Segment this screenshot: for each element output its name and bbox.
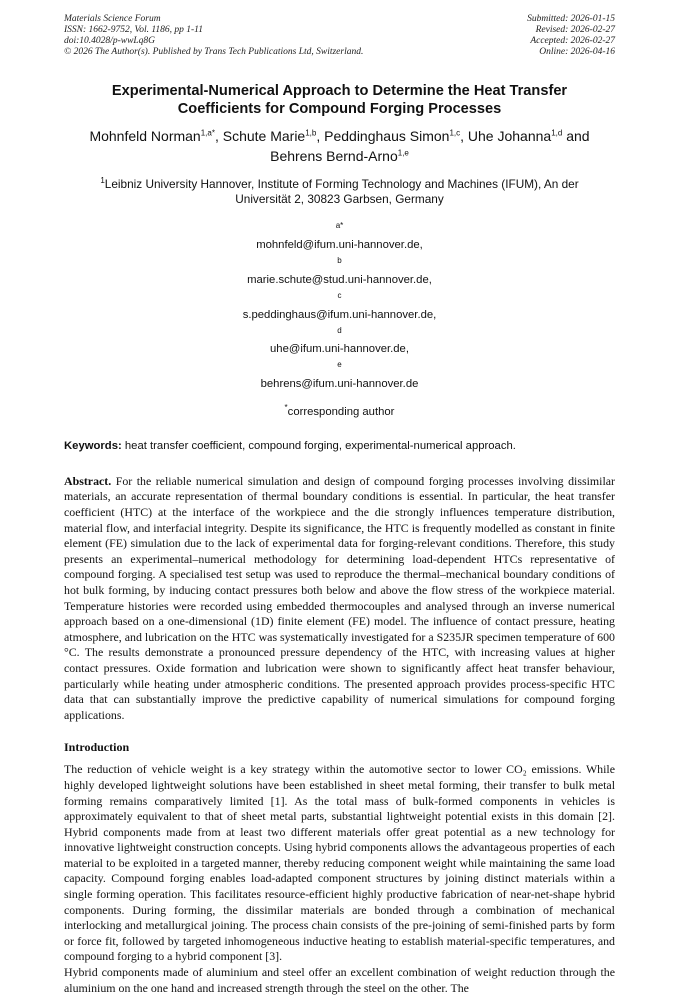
affiliation-text: Leibniz University Hannover, Institute of Forming Technology and Machines (IFUM), An der Universität 2, 30823 Garbsen, Germany [104, 177, 579, 207]
keywords-text: heat transfer coefficient, compound forging, experimental-numerical approach. [121, 439, 516, 452]
affiliation-mark: 1 [100, 176, 105, 186]
email-mark: b [337, 256, 342, 265]
copyright-line: © 2026 The Author(s). Published by Trans Tech Publications Ltd, Switzerland. [64, 47, 364, 57]
journal-info [64, 14, 363, 58]
email-link[interactable]: uhe@ifum.uni-hannover.de, [270, 343, 409, 356]
abstract-text: For the reliable numerical simulation and design of compound forging processes involving dissimilar materials, an accurate representation of thermal boundary conditions is essential. In particular, the heat transfer coefficient (HTC) at the interface of the workpiece and the die strongly influences temperature distribution, material flow, and interfacial integrity. Despite its significance, the HTC is frequently modelled as constant in finite element (FE) simulation due to the lack of experimental data for forging-relevant conditions. Therefore, this study presents an experimental–numerical methodology for determining load-dependent HTCs representative of compound forging. A specialised test setup was used to reproduce the thermal–mechanical boundary conditions of hot bulk forming, by inducing contact pressures both below and above the flow stress of the workpiece material. Temperature histories were recorded using embedded thermocouples and analysed through an inverse numerical approach based on a one-dimensional (1D) finite element (FE) model. The influence of contact pressure, heating atmosphere, and lubrication on the HTC was systematically investigated for a S235JR specimen temperature of 600 °C. The results demonstrate a pronounced pressure dependency of the HTC, with increasing values at higher contact pressures. Oxide formation and lubrication were shown to significantly affect heat transfer behaviour, particularly while heating under atmospheric conditions. The presented approach provides process-specific HTC data that can substantially improve the predictive capability of numerical simulations for compound forging applications. [64, 473, 615, 722]
author-separator: , [214, 127, 223, 144]
author [89, 128, 222, 144]
revised-date: Revised: 2026-02-27 [535, 25, 615, 35]
paper-page [64, 14, 615, 996]
author-name: Peddinghaus Simon [324, 127, 450, 144]
author-separator: and [562, 127, 590, 144]
paragraph: Hybrid components made of aluminium and steel offer an excellent combination of weight reduction through the aluminium on the one hand and increased strength through the steel on the other. The [64, 965, 615, 995]
online-date: Online: 2026-04-16 [539, 47, 615, 57]
submitted-date: Submitted: 2026-01-15 [527, 14, 615, 24]
section-heading-introduction: Introduction [64, 740, 130, 755]
email-mark: e [337, 360, 342, 370]
author-separator: , [316, 127, 325, 144]
author [468, 128, 590, 144]
author [270, 148, 409, 164]
journal-name: Materials Science Forum [64, 14, 161, 24]
affiliation [64, 173, 615, 207]
paper-title [64, 82, 615, 118]
email-link[interactable]: behrens@ifum.uni-hannover.de [260, 378, 419, 391]
doi-line[interactable]: doi:10.4028/p-wwLq8G [64, 36, 156, 46]
keywords [64, 439, 615, 454]
email-mark: a* [335, 221, 344, 231]
title-line-2: Coefficients for Compound Forging Processes [177, 101, 502, 117]
email-link[interactable]: marie.schute@stud.uni-hannover.de, [247, 273, 432, 286]
journal-header [64, 14, 615, 58]
email-list [64, 218, 615, 392]
paragraph: The reduction of vehicle weight is a key strategy within the automotive sector to lower CO₂ emissions. While highly developed lightweight solutions have been established in sheet metal forming, their transfer to bulk metal forming remains comparatively limited [1]. As the total mass of bulk-formed components in vehicles is approximately equivalent to that of sheet metal parts, substantial lightweight potential exists in this domain [2]. Hybrid components made from at least two different materials offer great potential as a new technology for innovative lightweight construction concepts. Using hybrid components allows the advantageous properties of each material to be exploited in a targeted manner, thereby reducing component weight while maintaining the same load capacity. Compound forging enables load-adapted component structures by joining distinct materials within a single forming operation. This facilitates resource-efficient highly productive fabrication of near-net-shape hybrid components. During forming, the dissimilar materials are bonded through a combination of mechanical interlocking and metallurgical joining. The process chain consists of the pre-joining of semi-finished parts by form or force fit, followed by targeted inhomogeneous inductive heating to establish material-specific temperatures, and compound forging to a hybrid component [3]. [64, 762, 615, 964]
email-line [64, 288, 615, 358]
author-name: Schute Marie [222, 127, 306, 144]
author-affiliation-mark: 1,d [551, 128, 563, 137]
author-name: Uhe Johanna [467, 127, 552, 144]
keywords-label: Keywords: [64, 439, 122, 452]
email-mark: c [337, 290, 342, 300]
author-name: Mohnfeld Norman [89, 127, 201, 144]
author [324, 128, 468, 144]
email-mark: d [337, 325, 342, 335]
corresponding-text: corresponding author [287, 405, 395, 418]
abstract [64, 474, 615, 724]
issn-line: ISSN: 1662-9752, Vol. 1186, pp 1-11 [64, 25, 203, 35]
corresponding-author-note [64, 400, 615, 420]
author-affiliation-mark: 1,a* [200, 128, 215, 137]
email-line [64, 357, 615, 392]
publication-dates [527, 14, 615, 58]
author [223, 128, 324, 144]
author-name: Behrens Bernd-Arno [270, 148, 398, 165]
author-affiliation-mark: 1,e [397, 148, 409, 158]
email-link[interactable]: s.peddinghaus@ifum.uni-hannover.de, [242, 308, 437, 321]
introduction-body [64, 762, 615, 996]
author-affiliation-mark: 1,b [305, 128, 317, 137]
corresponding-mark: * [284, 403, 288, 413]
author-affiliation-mark: 1,c [449, 128, 461, 137]
author-separator: , [460, 127, 468, 144]
abstract-label: Abstract. [64, 473, 112, 488]
title-line-1: Experimental-Numerical Approach to Determine the Heat Transfer [111, 83, 568, 99]
email-line [64, 218, 615, 288]
email-link[interactable]: mohnfeld@ifum.uni-hannover.de, [256, 239, 423, 251]
accepted-date: Accepted: 2026-02-27 [530, 36, 615, 46]
author-list [64, 124, 615, 165]
